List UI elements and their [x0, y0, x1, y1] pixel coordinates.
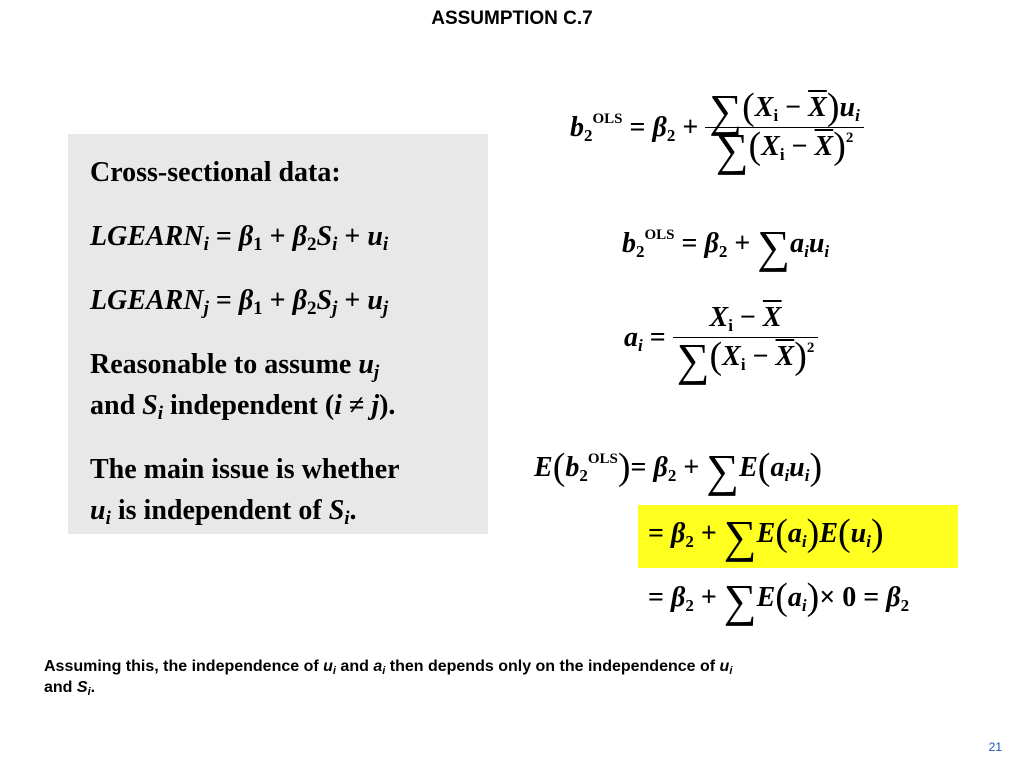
weight-definition-formula: $a_i$ = $\frac{X_i - \overline{X}}{\sum(X_i - \overline{X})^2}$	[624, 302, 818, 373]
expectation-line-1: $E(b_2^{OLS})= \beta_2 + \sum E(a_iu_i)$	[534, 445, 823, 496]
expectation-line-3: = $\beta_2 + \sum E(a_i)\times 0 = \beta_2$	[648, 575, 910, 626]
independence-assumption-text: Reasonable to assume $u_j$ and $S_i$ independent (i ≠ j).	[90, 349, 396, 424]
cross-sectional-box	[68, 134, 488, 534]
page-number: 21	[988, 740, 1002, 754]
box-heading: Cross-sectional data:	[90, 157, 341, 188]
main-issue-text: The main issue is whether $u_i$ is independent of $S_i$.	[90, 454, 400, 529]
weighted-sum-formula: $b_2^{OLS} = \beta_2 + \sum a_iu_i$	[622, 221, 830, 272]
model-equation-i: $LGEARN_i = \beta_1 + \beta_2S_i + u_i$	[90, 221, 389, 255]
footnote: Assuming this, the independence of $u_i$ and $a_i$ then depends only on the independence of $u_i$ and $S_i$.	[44, 658, 733, 698]
ols-estimator-formula: $b_2^{OLS} = \beta_2$ + $\frac{\sum(X_i - \overline{X})u_i}{\sum(X_i - \overline{X})^2}$	[570, 92, 864, 163]
model-equation-j: $LGEARN_j = \beta_1 + \beta_2S_j + u_j$	[90, 285, 389, 319]
expectation-line-2: = $\beta_2 + \sum E(a_i)E(u_i)$	[648, 511, 884, 562]
slide-title: ASSUMPTION C.7	[431, 8, 593, 29]
